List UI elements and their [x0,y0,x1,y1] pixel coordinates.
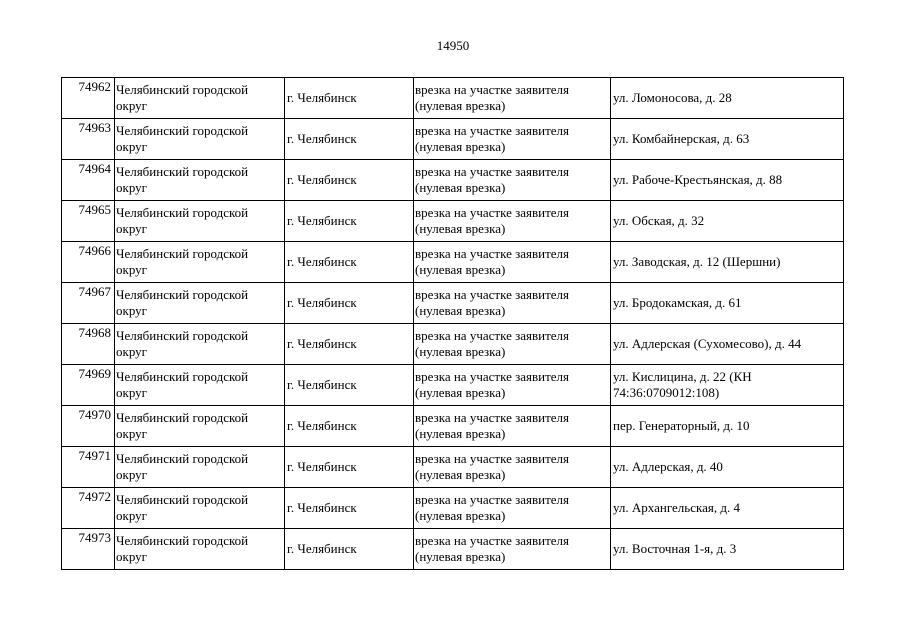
row-number: 74971 [62,447,115,488]
connection-type-cell: врезка на участке заявителя (нулевая врезка) [414,365,611,406]
city-cell: г. Челябинск [285,488,414,529]
connection-type-cell: врезка на участке заявителя (нулевая врезка) [414,242,611,283]
city-cell: г. Челябинск [285,447,414,488]
city-cell: г. Челябинск [285,201,414,242]
row-number: 74962 [62,78,115,119]
city-cell: г. Челябинск [285,406,414,447]
city-cell: г. Челябинск [285,324,414,365]
table-row [62,529,844,570]
address-cell: ул. Комбайнерская, д. 63 [611,119,844,160]
district-cell: Челябинский городской округ [115,242,285,283]
row-number: 74965 [62,201,115,242]
district-cell: Челябинский городской округ [115,488,285,529]
row-number: 74969 [62,365,115,406]
table-row [62,365,844,406]
table-row [62,447,844,488]
city-cell: г. Челябинск [285,160,414,201]
table-row [62,201,844,242]
address-cell: ул. Ломоносова, д. 28 [611,78,844,119]
connection-type-cell: врезка на участке заявителя (нулевая врезка) [414,488,611,529]
row-number: 74964 [62,160,115,201]
address-cell: ул. Кислицина, д. 22 (КН 74:36:0709012:108) [611,365,844,406]
row-number: 74963 [62,119,115,160]
connection-type-cell: врезка на участке заявителя (нулевая врезка) [414,283,611,324]
district-cell: Челябинский городской округ [115,529,285,570]
table-row [62,406,844,447]
connection-type-cell: врезка на участке заявителя (нулевая врезка) [414,406,611,447]
district-cell: Челябинский городской округ [115,78,285,119]
registry-table [61,77,844,570]
table-row [62,324,844,365]
city-cell: г. Челябинск [285,365,414,406]
address-cell: ул. Восточная 1-я, д. 3 [611,529,844,570]
row-number: 74968 [62,324,115,365]
table-row [62,160,844,201]
address-cell: ул. Адлерская (Сухомесово), д. 44 [611,324,844,365]
connection-type-cell: врезка на участке заявителя (нулевая врезка) [414,324,611,365]
address-cell: ул. Обская, д. 32 [611,201,844,242]
district-cell: Челябинский городской округ [115,447,285,488]
table-row [62,119,844,160]
district-cell: Челябинский городской округ [115,365,285,406]
district-cell: Челябинский городской округ [115,119,285,160]
address-cell: ул. Заводская, д. 12 (Шершни) [611,242,844,283]
address-cell: ул. Рабоче-Крестьянская, д. 88 [611,160,844,201]
address-cell: ул. Адлерская, д. 40 [611,447,844,488]
city-cell: г. Челябинск [285,78,414,119]
connection-type-cell: врезка на участке заявителя (нулевая врезка) [414,78,611,119]
address-cell: пер. Генераторный, д. 10 [611,406,844,447]
address-cell: ул. Бродокамская, д. 61 [611,283,844,324]
registry-table-body [62,78,844,570]
table-row [62,283,844,324]
connection-type-cell: врезка на участке заявителя (нулевая врезка) [414,119,611,160]
connection-type-cell: врезка на участке заявителя (нулевая врезка) [414,447,611,488]
city-cell: г. Челябинск [285,119,414,160]
row-number: 74970 [62,406,115,447]
page-number: 14950 [436,38,470,53]
district-cell: Челябинский городской округ [115,160,285,201]
table-row [62,488,844,529]
city-cell: г. Челябинск [285,242,414,283]
table-row [62,242,844,283]
connection-type-cell: врезка на участке заявителя (нулевая врезка) [414,529,611,570]
table-row [62,78,844,119]
row-number: 74967 [62,283,115,324]
connection-type-cell: врезка на участке заявителя (нулевая врезка) [414,160,611,201]
district-cell: Челябинский городской округ [115,406,285,447]
address-cell: ул. Архангельская, д. 4 [611,488,844,529]
row-number: 74966 [62,242,115,283]
district-cell: Челябинский городской округ [115,201,285,242]
district-cell: Челябинский городской округ [115,324,285,365]
district-cell: Челябинский городской округ [115,283,285,324]
row-number: 74972 [62,488,115,529]
city-cell: г. Челябинск [285,529,414,570]
city-cell: г. Челябинск [285,283,414,324]
connection-type-cell: врезка на участке заявителя (нулевая врезка) [414,201,611,242]
row-number: 74973 [62,529,115,570]
